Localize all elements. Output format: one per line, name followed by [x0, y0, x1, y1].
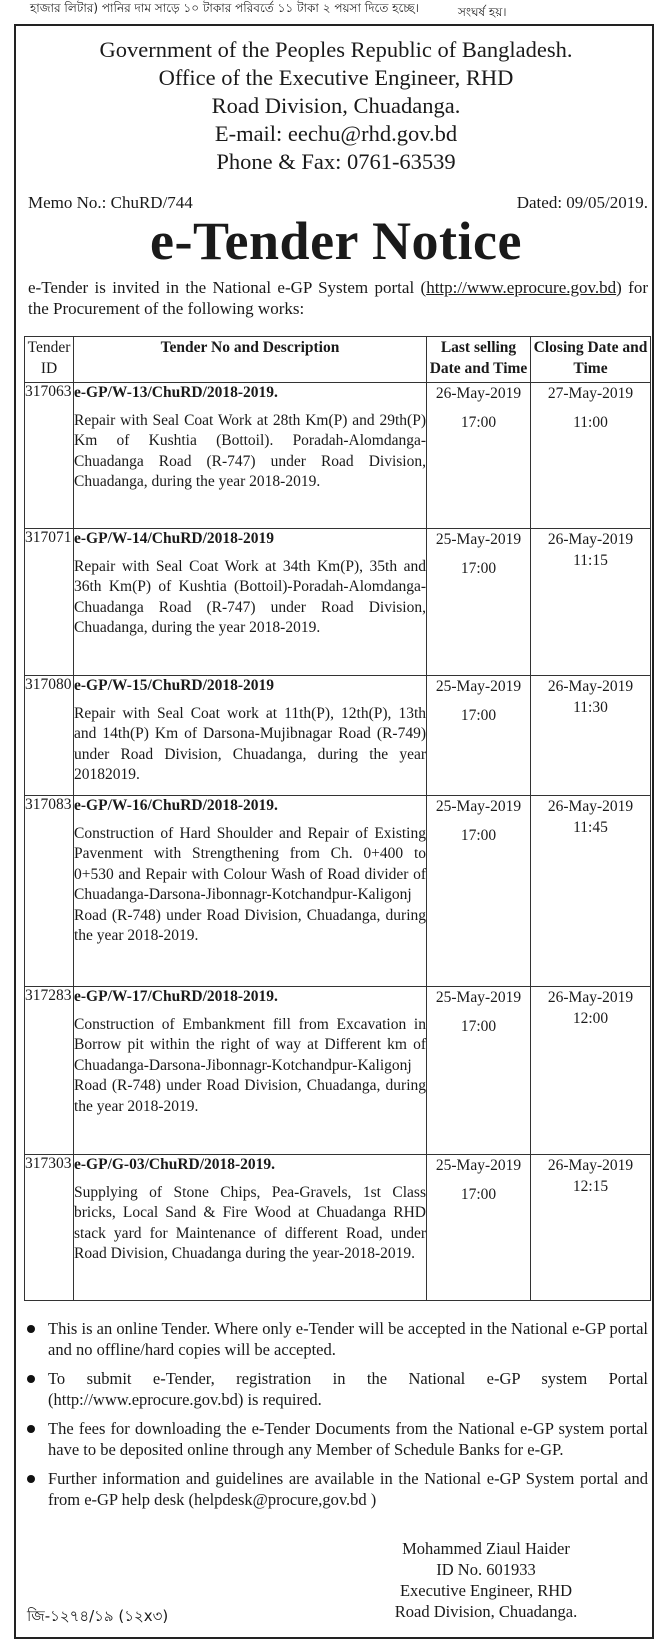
table-row [25, 383, 651, 529]
closing-time: 12:00 [572, 1010, 609, 1027]
tender-description-cell [74, 1155, 427, 1301]
signatory-office: Road Division, Chuadanga. [394, 1602, 578, 1621]
last-selling-time: 17:00 [460, 707, 497, 724]
last-selling-date: 26-May-2019 [435, 385, 522, 402]
tender-id-cell: 317063 [25, 383, 74, 529]
table-row [25, 676, 651, 796]
table-row [25, 796, 651, 987]
note-text: To submit e-Tender, registration in the National e-GP system Portal (http://www.eprocure.gov.bd) is required. [48, 1369, 648, 1409]
tender-description: Construction of Embankment fill from Excavation in Borrow pit within the right of way at Different km of Chuadanga-Darsona-Jibonnagr-Kotchandpur-Kaligonj Road (R-748) under Road Division, Chuadanga, during the year 2018-2019. [74, 1015, 426, 1115]
notice-title: e-Tender Notice [150, 211, 522, 271]
column-header-last-selling: Last selling Date and Time [427, 337, 531, 383]
header-government: Government of the Peoples Republic of Bangladesh. [99, 37, 573, 62]
bullet-icon [27, 1475, 35, 1483]
tender-description: Construction of Hard Shoulder and Repair of Existing Pavenment with Strengthening from Ch. 0+400 to 0+530 and Repair with Colour Wash of Road divider of Chuadanga-Darsona-Jibonnagr-Kotchandpur-Kaligonj Road (R-748) under Road Division, Chuadanga, during the year 2018-2019. [74, 824, 426, 944]
bullet-icon [27, 1375, 35, 1383]
top-strip-right-text: সংঘর্ষ হয়। [458, 5, 507, 19]
signatory-name: Mohammed Ziaul Haider [402, 1539, 570, 1558]
intro-text-end: ) for the Procurement of the following works: [28, 278, 649, 318]
note-item [24, 1318, 648, 1360]
last-selling-cell [427, 529, 531, 676]
table-row [25, 529, 651, 676]
tender-table [24, 336, 651, 1301]
last-selling-time: 17:00 [460, 1018, 497, 1035]
last-selling-cell [427, 1155, 531, 1301]
closing-cell [531, 796, 651, 987]
ad-code: জি-১২৭৪/১৯ (১২x৩) [27, 1607, 169, 1625]
last-selling-cell [427, 796, 531, 987]
tender-number: e-GP/W-17/ChuRD/2018-2019. [74, 988, 278, 1005]
tender-description: Repair with Seal Coat Work at 34th Km(P), 35th and 36th Km(P) of Kushtia (Bottoil)-Poradah-Alomdanga-Chuadanga Road (R-747) under Road Division, Chuadanga, during the year 2018-2019. [74, 557, 426, 636]
tender-number: e-GP/G-03/ChuRD/2018-2019. [74, 1156, 276, 1173]
closing-date: 26-May-2019 [547, 989, 634, 1006]
tender-description: Repair with Seal Coat Work at 28th Km(P) and 29th(P) Km of Kushtia (Bottoil). Poradah-Alomdanga-Chuadanga Road (R-747) under Road Division, Chuadanga, during the year 2018-2019. [74, 411, 426, 490]
closing-time: 11:30 [573, 699, 608, 716]
column-header-description: Tender No and Description [74, 337, 427, 383]
last-selling-time: 17:00 [460, 560, 497, 577]
tender-number: e-GP/W-13/ChuRD/2018-2019. [74, 384, 278, 401]
last-selling-date: 25-May-2019 [435, 798, 522, 815]
closing-time: 11:45 [573, 819, 608, 836]
closing-cell [531, 676, 651, 796]
newspaper-top-strip [0, 0, 672, 22]
memo-number: Memo No.: ChuRD/744 [28, 193, 193, 212]
last-selling-date: 25-May-2019 [435, 678, 522, 695]
tender-table-header [25, 337, 651, 383]
signatory-id: ID No. 601933 [436, 1560, 536, 1579]
last-selling-time: 17:00 [460, 1186, 497, 1203]
note-text: Further information and guidelines are available in the National e-GP System portal and from e-GP help desk (helpdesk@procure,gov.bd ) [48, 1469, 648, 1509]
closing-time: 12:15 [572, 1178, 609, 1195]
tender-id-cell: 317080 [25, 676, 74, 796]
tender-number: e-GP/W-16/ChuRD/2018-2019. [74, 797, 278, 814]
note-text: This is an online Tender. Where only e-Tender will be accepted in the National e-GP portal and no offline/hard copies will be accepted. [48, 1319, 648, 1359]
tender-id-cell: 317083 [25, 796, 74, 987]
tender-description: Repair with Seal Coat work at 11th(P), 12th(P), 13th and 14th(P) Km of Darsona-Mujibnagar Road (R-749) under Road Division, Chuadanga, during the year 20182019. [74, 704, 426, 783]
closing-time: 11:00 [573, 414, 608, 431]
closing-cell [531, 987, 651, 1155]
tender-number: e-GP/W-15/ChuRD/2018-2019 [74, 677, 275, 694]
column-header-tender-id: Tender ID [25, 337, 74, 383]
closing-cell [531, 529, 651, 676]
tender-id-cell: 317303 [25, 1155, 74, 1301]
notes-list [24, 1318, 648, 1518]
last-selling-cell [427, 987, 531, 1155]
tender-description-cell [74, 796, 427, 987]
tender-id-cell: 317071 [25, 529, 74, 676]
closing-cell [531, 1155, 651, 1301]
last-selling-date: 25-May-2019 [435, 989, 522, 1006]
header-division: Road Division, Chuadanga. [211, 93, 461, 118]
closing-date: 26-May-2019 [547, 678, 634, 695]
signature-block [356, 1538, 616, 1622]
tender-number: e-GP/W-14/ChuRD/2018-2019 [74, 530, 275, 547]
bullet-icon [27, 1325, 35, 1333]
last-selling-date: 25-May-2019 [435, 1157, 522, 1174]
closing-date: 26-May-2019 [547, 531, 634, 548]
column-header-closing: Closing Date and Time [531, 337, 651, 383]
closing-date: 26-May-2019 [547, 1157, 634, 1174]
tender-description-cell [74, 987, 427, 1155]
table-row [25, 987, 651, 1155]
tender-description-cell [74, 529, 427, 676]
last-selling-time: 17:00 [460, 414, 497, 431]
table-row [25, 1155, 651, 1301]
closing-cell [531, 383, 651, 529]
closing-date: 27-May-2019 [547, 385, 634, 402]
signatory-designation: Executive Engineer, RHD [399, 1581, 573, 1600]
intro-paragraph [28, 277, 648, 319]
tender-description: Supplying of Stone Chips, Pea-Gravels, 1st Class bricks, Local Sand & Fire Wood at Chuadanga RHD stack yard for Maintenance of different Road, under Road Division, Chuadanga during the year-2018-2019. [74, 1183, 426, 1262]
note-item [24, 1368, 648, 1410]
header-email: E-mail: eechu@rhd.gov.bd [214, 121, 458, 146]
top-strip-left-text: হাজার লিটার) পানির দাম সাড়ে ১০ টাকার পরিবর্তে ১১ টাকা ২ পয়সা দিতে হচ্ছে। [30, 1, 419, 15]
memo-date: Dated: 09/05/2019. [516, 193, 648, 212]
closing-date: 26-May-2019 [547, 798, 634, 815]
last-selling-date: 25-May-2019 [435, 531, 522, 548]
last-selling-cell [427, 676, 531, 796]
last-selling-time: 17:00 [460, 827, 497, 844]
tender-id-cell: 317283 [25, 987, 74, 1155]
header-phone: Phone & Fax: 0761-63539 [216, 149, 456, 174]
header-office: Office of the Executive Engineer, RHD [158, 65, 514, 90]
tender-description-cell [74, 676, 427, 796]
last-selling-cell [427, 383, 531, 529]
intro-text-start: e-Tender is invited in the National e-GP System portal ( [28, 278, 427, 297]
note-text: The fees for downloading the e-Tender Documents from the National e-GP system portal have to be deposited online through any Member of Schedule Banks for e-GP. [48, 1419, 648, 1459]
intro-portal-link[interactable]: http://www.eprocure.gov.bd [426, 278, 617, 297]
closing-time: 11:15 [573, 552, 608, 569]
tender-description-cell [74, 383, 427, 529]
bullet-icon [27, 1425, 35, 1433]
note-item [24, 1468, 648, 1510]
note-item [24, 1418, 648, 1460]
